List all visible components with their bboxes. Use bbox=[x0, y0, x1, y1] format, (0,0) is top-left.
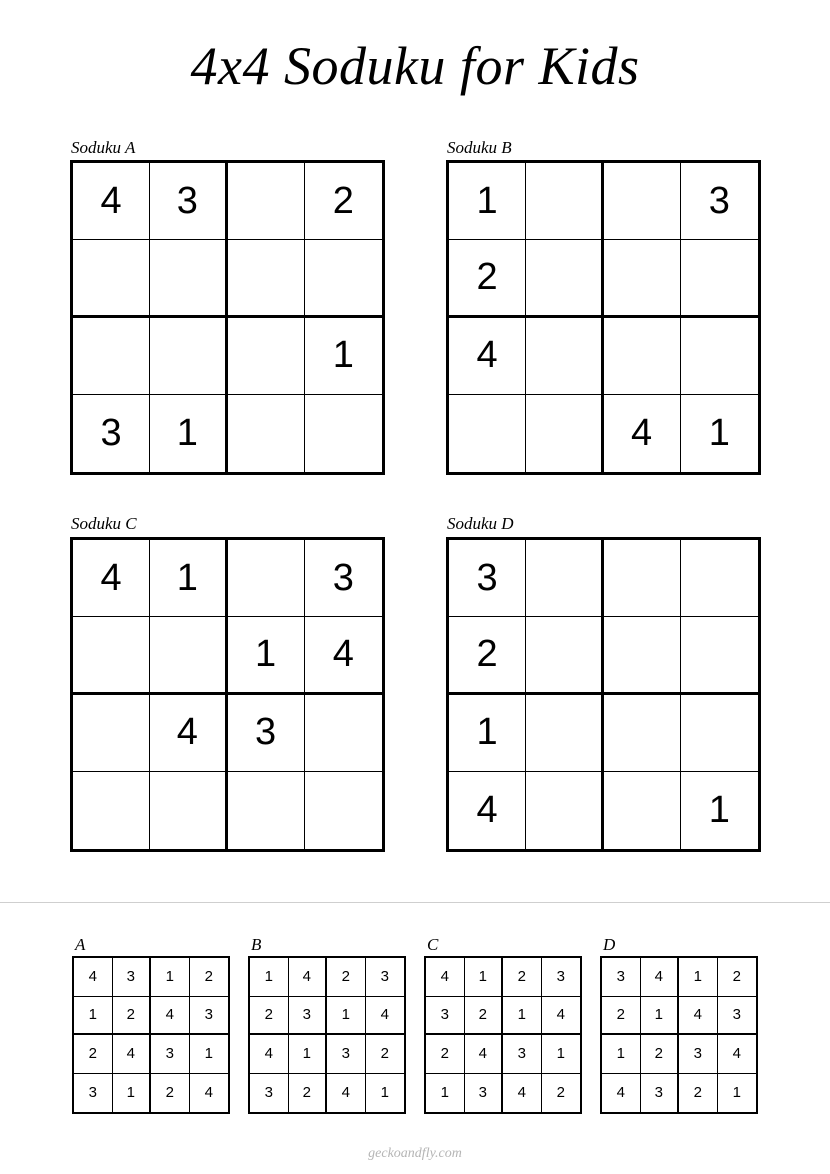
solution-cell: 4 bbox=[503, 1074, 542, 1113]
sudoku-cell bbox=[526, 318, 603, 395]
solution-cell: 1 bbox=[542, 1035, 581, 1074]
solution-cell: 1 bbox=[113, 1074, 152, 1113]
puzzle-label-a: Soduku A bbox=[71, 138, 136, 157]
sudoku-cell bbox=[305, 695, 382, 772]
solution-cell: 1 bbox=[289, 1035, 328, 1074]
sudoku-cell bbox=[604, 617, 681, 694]
solution-cell: 2 bbox=[190, 958, 229, 997]
sudoku-cell bbox=[681, 540, 758, 617]
puzzle-label-c: Soduku C bbox=[71, 514, 137, 533]
sudoku-cell bbox=[228, 240, 305, 317]
solution-cell: 4 bbox=[204, 1084, 213, 1102]
sudoku-cell bbox=[150, 772, 227, 849]
solution-cell: 4 bbox=[366, 997, 405, 1036]
sudoku-cell bbox=[681, 617, 758, 694]
sudoku-cell: 3 bbox=[150, 163, 227, 240]
sudoku-cell bbox=[604, 695, 681, 772]
sudoku-cell bbox=[228, 395, 305, 472]
sudoku-cell: 3 bbox=[228, 695, 305, 772]
solution-cell: 2 bbox=[366, 1035, 405, 1074]
solution-cell: 3 bbox=[718, 997, 757, 1036]
solution-cell: 2 bbox=[679, 1074, 718, 1113]
solution-label-c: C bbox=[427, 935, 439, 954]
solution-cell: 1 bbox=[151, 958, 190, 997]
sudoku-cell: 1 bbox=[150, 395, 227, 472]
solution-cell: 2 bbox=[641, 1035, 680, 1074]
puzzle-label-b: Soduku B bbox=[447, 138, 512, 157]
sudoku-cell: 3 bbox=[449, 540, 526, 617]
sudoku-cell bbox=[604, 540, 681, 617]
footer-credit: geckoandfly.com bbox=[368, 1146, 462, 1161]
solution-cell: 3 bbox=[503, 1035, 542, 1074]
section-divider bbox=[0, 902, 830, 903]
sudoku-cell bbox=[228, 163, 305, 240]
sudoku-cell: 1 bbox=[708, 411, 730, 454]
solution-cell: 2 bbox=[250, 997, 289, 1036]
solution-cell: 3 bbox=[426, 997, 465, 1036]
solution-cell: 2 bbox=[74, 1035, 113, 1074]
solution-cell: 3 bbox=[542, 958, 581, 997]
solution-cell: 2 bbox=[465, 997, 504, 1036]
solution-cell: 2 bbox=[151, 1074, 190, 1113]
solution-cell: 1 bbox=[465, 958, 504, 997]
sudoku-cell bbox=[305, 240, 382, 317]
solution-cell: 4 bbox=[289, 958, 328, 997]
page-title: 4x4 Soduku for Kids bbox=[190, 36, 640, 96]
sudoku-cell bbox=[150, 318, 227, 395]
solution-cell: 1 bbox=[250, 958, 289, 997]
solution-cell: 3 bbox=[113, 958, 152, 997]
sudoku-cell bbox=[73, 772, 150, 849]
sudoku-cell: 2 bbox=[449, 617, 526, 694]
solution-grid-d bbox=[600, 956, 758, 1114]
solution-grid-c bbox=[424, 956, 582, 1114]
solution-cell: 1 bbox=[503, 997, 542, 1036]
sudoku-grid-a bbox=[70, 160, 385, 475]
solution-cell: 4 bbox=[641, 958, 680, 997]
solution-cell: 4 bbox=[327, 1074, 366, 1113]
solution-cell: 2 bbox=[289, 1074, 328, 1113]
sudoku-grid-d bbox=[446, 537, 761, 852]
solution-cell: 2 bbox=[503, 958, 542, 997]
sudoku-cell: 1 bbox=[228, 617, 305, 694]
sudoku-cell bbox=[681, 240, 758, 317]
sudoku-cell bbox=[449, 395, 526, 472]
sudoku-cell: 4 bbox=[73, 163, 150, 240]
solution-cell: 2 bbox=[426, 1035, 465, 1074]
sudoku-cell: 4 bbox=[73, 540, 150, 617]
sudoku-cell bbox=[604, 163, 681, 240]
solution-cell: 1 bbox=[190, 1035, 229, 1074]
puzzle-label-d: Soduku D bbox=[447, 514, 514, 533]
solution-cell: 3 bbox=[327, 1035, 366, 1074]
solution-cell: 3 bbox=[366, 958, 405, 997]
sudoku-cell bbox=[526, 395, 603, 472]
sudoku-cell bbox=[73, 240, 150, 317]
solution-cell: 1 bbox=[426, 1074, 465, 1113]
sudoku-cell bbox=[305, 772, 382, 849]
sudoku-cell: 1 bbox=[150, 540, 227, 617]
solution-cell: 3 bbox=[641, 1074, 680, 1113]
solution-cell: 2 bbox=[327, 958, 366, 997]
sudoku-cell: 1 bbox=[708, 788, 730, 831]
solution-cell: 3 bbox=[679, 1035, 718, 1074]
solution-cell: 2 bbox=[556, 1084, 565, 1102]
sudoku-cell: 3 bbox=[681, 163, 758, 240]
solution-grid-a bbox=[72, 956, 230, 1114]
solution-cell: 1 bbox=[732, 1084, 741, 1102]
solution-label-d: D bbox=[603, 935, 616, 954]
sudoku-cell bbox=[526, 617, 603, 694]
sudoku-cell bbox=[526, 540, 603, 617]
solution-grid-b bbox=[248, 956, 406, 1114]
sudoku-cell: 2 bbox=[449, 240, 526, 317]
sudoku-cell: 4 bbox=[305, 617, 382, 694]
sudoku-cell: 4 bbox=[449, 318, 526, 395]
solution-cell: 4 bbox=[465, 1035, 504, 1074]
solution-cell: 4 bbox=[250, 1035, 289, 1074]
sudoku-cell bbox=[604, 240, 681, 317]
sudoku-cell: 3 bbox=[305, 540, 382, 617]
sudoku-cell bbox=[526, 695, 603, 772]
solution-cell: 4 bbox=[113, 1035, 152, 1074]
solution-cell: 1 bbox=[380, 1084, 389, 1102]
solution-cell: 4 bbox=[718, 1035, 757, 1074]
solution-cell: 2 bbox=[602, 997, 641, 1036]
sudoku-cell: 1 bbox=[305, 318, 382, 395]
sudoku-cell: 4 bbox=[449, 772, 526, 849]
solution-label-a: A bbox=[75, 935, 86, 954]
sudoku-cell bbox=[73, 617, 150, 694]
solution-cell: 2 bbox=[113, 997, 152, 1036]
solution-cell: 2 bbox=[718, 958, 757, 997]
sudoku-cell bbox=[526, 240, 603, 317]
solution-cell: 1 bbox=[74, 997, 113, 1036]
sudoku-cell bbox=[228, 540, 305, 617]
sudoku-cell: 4 bbox=[604, 395, 681, 472]
solution-cell: 3 bbox=[151, 1035, 190, 1074]
sudoku-cell: 1 bbox=[449, 163, 526, 240]
sudoku-cell bbox=[305, 395, 382, 472]
sudoku-cell: 2 bbox=[305, 163, 382, 240]
sudoku-grid-b bbox=[446, 160, 761, 475]
sudoku-cell bbox=[681, 318, 758, 395]
solution-cell: 3 bbox=[289, 997, 328, 1036]
sudoku-cell bbox=[150, 240, 227, 317]
sudoku-cell: 4 bbox=[150, 695, 227, 772]
sudoku-cell: 3 bbox=[73, 395, 150, 472]
solution-cell: 1 bbox=[679, 958, 718, 997]
solution-cell: 1 bbox=[602, 1035, 641, 1074]
solution-cell: 1 bbox=[327, 997, 366, 1036]
solution-cell: 3 bbox=[190, 997, 229, 1036]
sudoku-cell bbox=[604, 772, 681, 849]
sudoku-cell bbox=[526, 163, 603, 240]
sudoku-cell bbox=[73, 318, 150, 395]
solution-cell: 4 bbox=[426, 958, 465, 997]
solution-cell: 3 bbox=[465, 1074, 504, 1113]
solution-cell: 1 bbox=[641, 997, 680, 1036]
solution-cell: 4 bbox=[679, 997, 718, 1036]
solution-cell: 4 bbox=[542, 997, 581, 1036]
sudoku-cell bbox=[150, 617, 227, 694]
sudoku-cell bbox=[73, 695, 150, 772]
solution-cell: 3 bbox=[250, 1074, 289, 1113]
sudoku-cell bbox=[228, 772, 305, 849]
solution-cell: 4 bbox=[74, 958, 113, 997]
sudoku-cell bbox=[604, 318, 681, 395]
sudoku-cell bbox=[526, 772, 603, 849]
sudoku-cell: 1 bbox=[449, 695, 526, 772]
sudoku-cell bbox=[681, 695, 758, 772]
solution-cell: 3 bbox=[602, 958, 641, 997]
sudoku-cell bbox=[228, 318, 305, 395]
solution-label-b: B bbox=[251, 935, 262, 954]
solution-cell: 3 bbox=[74, 1074, 113, 1113]
sudoku-grid-c bbox=[70, 537, 385, 852]
solution-cell: 4 bbox=[602, 1074, 641, 1113]
solution-cell: 4 bbox=[151, 997, 190, 1036]
